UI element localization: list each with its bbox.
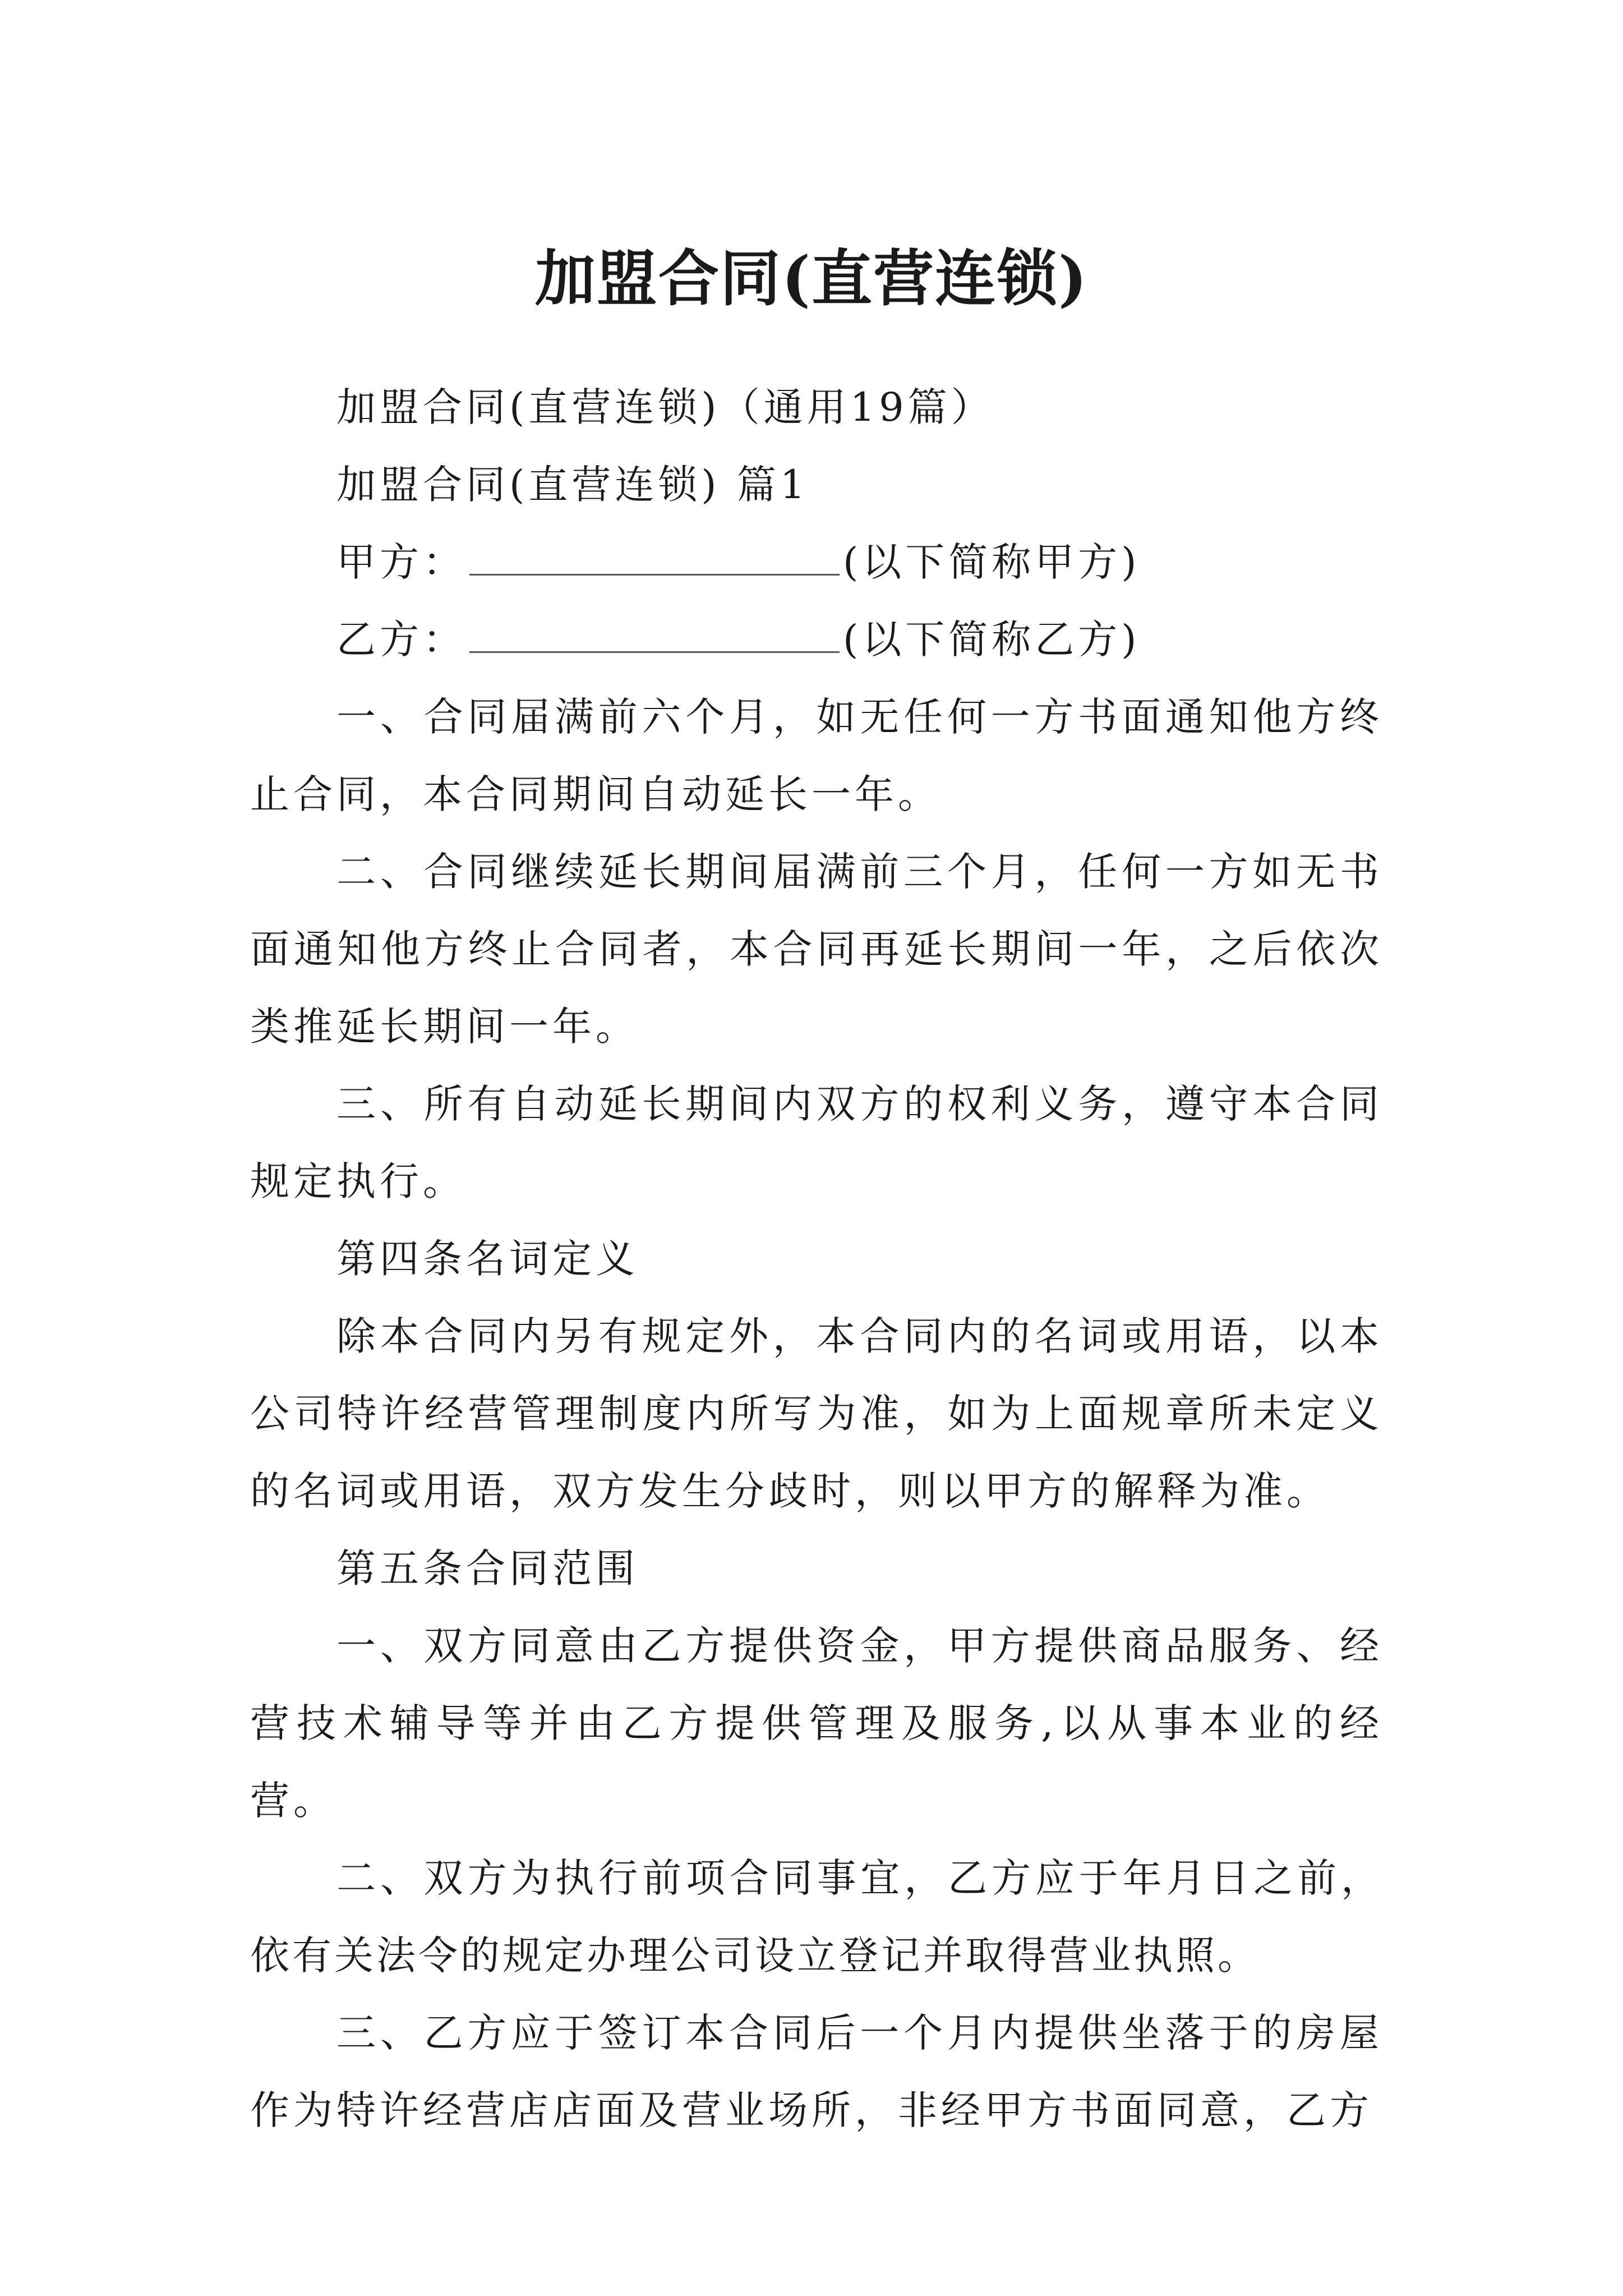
document-body: [250, 369, 1383, 2149]
paragraph-scope-1: 一、双方同意由乙方提供资金，甲方提供商品服务、经营技术辅导等并由乙方提供管理及服务,以从事本业的经营。: [250, 1623, 1383, 1824]
paragraph-part-heading: 加盟合同(直营连锁) 篇1: [336, 462, 809, 508]
paragraph-scope-3: 三、乙方应于签订本合同后一个月内提供坐落于的房屋作为特许经营店店面及营业场所，非经甲方书面同意，乙方: [250, 2010, 1383, 2133]
party-b-label: 乙方：: [336, 616, 466, 662]
section-heading-article-4: 第四条名词定义: [336, 1236, 639, 1282]
document-title: 加盟合同(直营连锁): [534, 243, 1089, 315]
party-a-suffix: (以下简称甲方): [843, 539, 1141, 585]
paragraph-scope-2: 二、双方为执行前项合同事宜，乙方应于年月日之前，依有关法令的规定办理公司设立登记并取得营业执照。: [250, 1855, 1383, 1978]
party-b-suffix: (以下简称乙方): [843, 616, 1141, 662]
paragraph-clause-3: 三、所有自动延长期间内双方的权利义务，遵守本合同规定执行。: [250, 1081, 1383, 1204]
paragraph-party-b: [250, 601, 1383, 678]
party-a-blank: [469, 538, 840, 576]
paragraph-party-a: [250, 523, 1383, 601]
section-heading-article-5: 第五条合同范围: [336, 1545, 639, 1591]
party-a-label: 甲方：: [336, 539, 466, 585]
paragraph-clause-1: 一、合同届满前六个月，如无任何一方书面通知他方终止合同，本合同期间自动延长一年。: [250, 694, 1383, 817]
paragraph-definitions: 除本合同内另有规定外，本合同内的名词或用语，以本公司特许经营管理制度内所写为准，如为上面规章所未定义的名词或用语，双方发生分歧时，则以甲方的解释为准。: [250, 1313, 1383, 1514]
paragraph-clause-2: 二、合同继续延长期间届满前三个月，任何一方如无书面通知他方终止合同者，本合同再延长期间一年，之后依次类推延长期间一年。: [250, 849, 1383, 1050]
party-b-blank: [469, 615, 840, 653]
paragraph-subtitle: 加盟合同(直营连锁)（通用19篇）: [336, 384, 994, 430]
